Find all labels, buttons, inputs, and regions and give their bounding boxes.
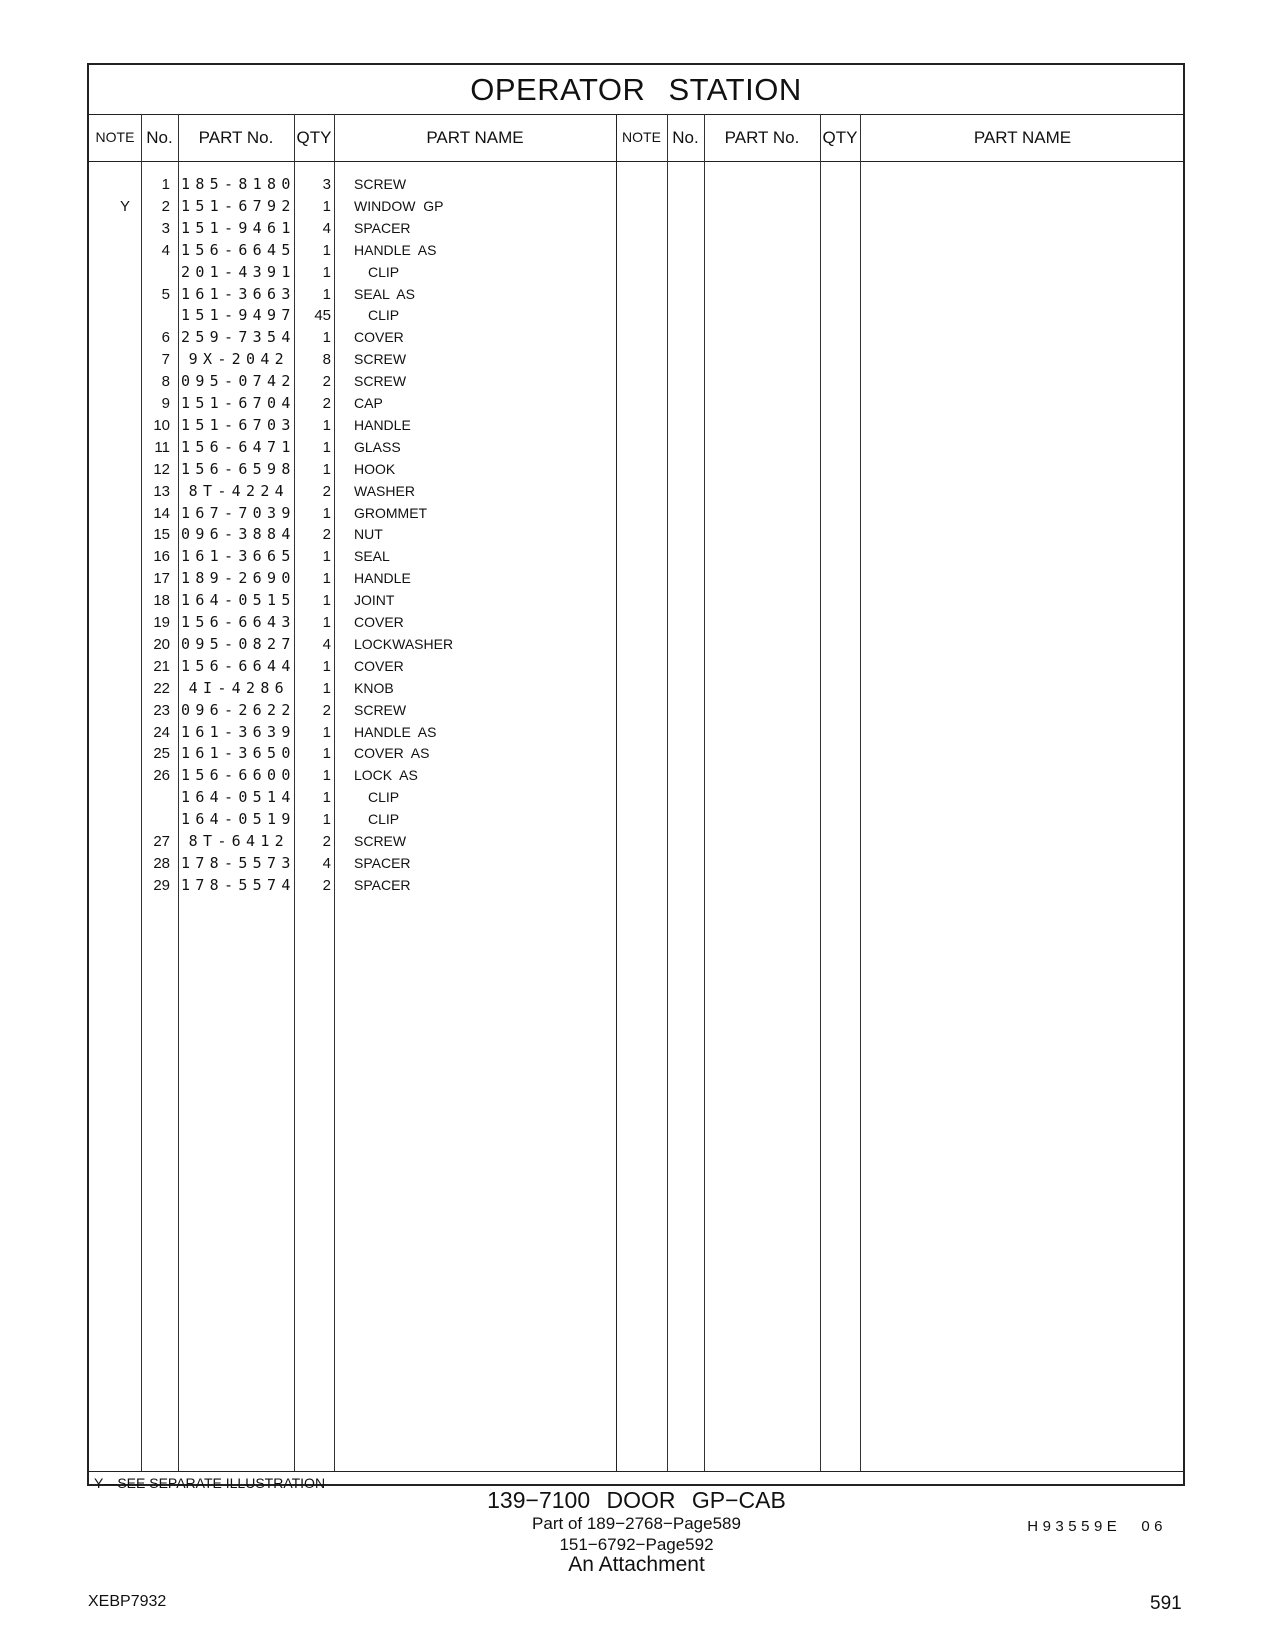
row-number: 28 (153, 854, 170, 872)
row-part-name: KNOB (354, 679, 394, 696)
row-part-name: WASHER (354, 482, 415, 499)
row-quantity: 1 (322, 329, 331, 347)
row-part-number: 096-2622 (181, 700, 296, 719)
row-quantity: 4 (322, 854, 331, 872)
row-number: 11 (154, 438, 170, 456)
row-quantity: 1 (322, 657, 331, 675)
table-row (89, 414, 1183, 437)
row-number: 25 (153, 745, 170, 763)
row-quantity: 1 (322, 416, 331, 434)
illustration-code-id: H93559E (1027, 1518, 1122, 1535)
row-part-number: 161-3665 (181, 547, 296, 566)
table-row (89, 545, 1183, 568)
row-part-number: 161-3639 (181, 722, 296, 741)
row-number: 12 (153, 460, 170, 478)
table-row (89, 633, 1183, 656)
row-part-number: 156-6643 (181, 613, 296, 631)
row-part-name: LOCK AS (354, 767, 418, 784)
row-part-name: HANDLE (354, 416, 411, 433)
row-part-name: HANDLE (354, 570, 411, 587)
row-part-name: COVER AS (354, 745, 430, 762)
row-part-number: 9X-2042 (188, 350, 289, 369)
row-part-name: SEAL (354, 548, 390, 565)
row-quantity: 1 (322, 723, 331, 741)
row-quantity: 1 (322, 548, 331, 566)
row-note: Y (119, 197, 130, 215)
row-number: 27 (153, 833, 170, 850)
row-part-number: 164-0514 (181, 788, 296, 807)
row-part-number: 185-8180 (181, 175, 296, 193)
row-quantity: 1 (322, 197, 331, 215)
row-part-name: SEAL AS (354, 285, 415, 302)
row-number: 8 (161, 373, 170, 391)
row-part-name: COVER (354, 329, 404, 346)
illustration-revision: 06 (1141, 1518, 1167, 1535)
table-bottom-rule (89, 1471, 1183, 1472)
row-quantity: 45 (314, 307, 331, 325)
row-part-name: WINDOW GP (354, 197, 444, 214)
table-row (89, 786, 1183, 809)
row-part-number: 095-0827 (181, 634, 296, 653)
row-quantity: 1 (322, 767, 331, 785)
row-quantity: 2 (322, 833, 331, 850)
row-quantity: 1 (322, 679, 331, 697)
row-part-name: SCREW (354, 701, 407, 718)
row-number: 22 (153, 679, 170, 697)
row-part-number: 156-6645 (181, 240, 296, 259)
table-row (89, 742, 1183, 765)
header-part-no-right: PART No. (724, 128, 800, 147)
row-number: 10 (153, 416, 170, 434)
row-part-name: GLASS (354, 438, 401, 455)
table-row (89, 523, 1183, 546)
table-row (89, 480, 1183, 503)
row-number: 24 (153, 723, 170, 741)
table-row (89, 655, 1183, 678)
row-quantity: 2 (322, 395, 331, 412)
row-number: 2 (161, 197, 170, 215)
row-part-name: SPACER (354, 854, 411, 871)
row-part-number: 189-2690 (181, 569, 296, 588)
table-row (89, 239, 1183, 262)
row-part-number: 156-6471 (181, 437, 296, 456)
row-part-name: LOCKWASHER (354, 635, 454, 652)
row-quantity: 1 (322, 789, 331, 807)
row-quantity: 2 (322, 482, 331, 500)
header-qty: QTY (296, 128, 332, 147)
table-row (89, 195, 1183, 218)
row-part-name: SPACER (354, 876, 411, 893)
row-part-name: SCREW (354, 373, 407, 390)
caption-part-of: Part of 189−2768−Page589 (532, 1514, 741, 1533)
footnote: Y—SEE SEPARATE ILLUSTRATION (94, 1475, 326, 1491)
row-part-name: SCREW (354, 351, 407, 368)
row-number: 4 (161, 241, 170, 259)
row-number: 15 (153, 526, 170, 544)
row-part-number: 151-6792 (181, 196, 296, 215)
caption-attachment: An Attachment (568, 1553, 705, 1576)
table-row (89, 392, 1183, 415)
row-part-name: COVER (354, 657, 404, 674)
table-row (89, 502, 1183, 525)
row-part-name: NUT (354, 526, 383, 543)
row-part-name: COVER (354, 614, 404, 630)
header-note: NOTE (95, 129, 135, 145)
caption-title: 139−7100 DOOR GP−CAB (487, 1487, 786, 1513)
row-number: 20 (153, 635, 170, 653)
row-part-name: JOINT (354, 592, 395, 609)
row-part-name: SPACER (354, 219, 411, 236)
row-quantity: 2 (322, 876, 331, 894)
page-title: OPERATOR STATION (89, 65, 1183, 115)
row-part-number: 151-9497 (181, 306, 296, 325)
row-part-number: 161-3663 (181, 284, 296, 303)
row-number: 23 (153, 701, 170, 719)
row-part-number: 164-0519 (181, 810, 296, 829)
table-row (89, 699, 1183, 722)
row-quantity: 1 (322, 745, 331, 763)
table-row (89, 173, 1183, 196)
row-quantity: 1 (322, 285, 331, 303)
row-part-number: 8T-6412 (188, 832, 289, 850)
row-quantity: 8 (322, 351, 331, 369)
row-part-number: 164-0515 (181, 591, 296, 610)
row-part-number: 8T-4224 (188, 481, 289, 500)
row-part-name: HANDLE AS (354, 241, 437, 258)
table-row (89, 852, 1183, 875)
table-row (89, 326, 1183, 349)
table-row (89, 677, 1183, 700)
row-part-number: 156-6600 (181, 766, 296, 785)
row-part-number: 156-6598 (181, 459, 296, 478)
row-part-number: 178-5573 (181, 853, 296, 872)
table-row (89, 764, 1183, 787)
row-part-name: GROMMET (354, 504, 428, 521)
row-number: 3 (161, 219, 170, 237)
table-row (89, 283, 1183, 306)
row-quantity: 1 (322, 241, 331, 259)
table-row (89, 217, 1183, 240)
row-quantity: 1 (322, 592, 331, 610)
row-number: 1 (161, 176, 170, 193)
row-number: 6 (161, 329, 170, 347)
table-row (89, 304, 1183, 327)
row-quantity: 2 (322, 373, 331, 391)
row-part-number: 151-6704 (181, 394, 296, 412)
table-row (89, 874, 1183, 897)
row-number: 21 (153, 657, 170, 675)
row-quantity: 1 (322, 614, 331, 631)
row-number: 14 (153, 504, 170, 522)
table-row (89, 436, 1183, 459)
row-part-number: 151-9461 (181, 218, 296, 237)
row-part-number: 161-3650 (181, 744, 296, 763)
row-part-name: CLIP (368, 811, 400, 828)
header-part-no: PART No. (198, 128, 274, 147)
row-number: 19 (153, 614, 170, 631)
row-quantity: 1 (322, 504, 331, 522)
row-number: 9 (161, 395, 170, 412)
row-quantity: 1 (322, 570, 331, 588)
table-row (89, 611, 1183, 634)
row-part-name: SCREW (354, 833, 407, 849)
table-row (89, 808, 1183, 831)
caption-reference: 151−6792−Page592 (559, 1535, 714, 1554)
header-note-right: NOTE (622, 129, 661, 145)
row-number: 26 (153, 767, 170, 785)
header-part-name: PART NAME (426, 128, 524, 147)
header-part-name-right: PART NAME (973, 128, 1072, 147)
row-part-number: 178-5574 (181, 875, 296, 894)
header-no-right: No. (672, 128, 699, 147)
row-quantity: 1 (322, 263, 331, 281)
row-part-name: HOOK (354, 460, 396, 477)
row-quantity: 4 (322, 219, 331, 237)
row-quantity: 3 (322, 176, 331, 193)
row-number: 7 (161, 351, 170, 369)
table-row (89, 458, 1183, 481)
table-row (89, 589, 1183, 612)
row-part-number: 4I-4286 (188, 678, 289, 697)
table-header (89, 114, 1183, 162)
row-part-number: 259-7354 (181, 328, 296, 347)
row-part-number: 095-0742 (181, 372, 296, 391)
row-part-number: 096-3884 (181, 525, 296, 544)
row-part-name: CLIP (368, 789, 400, 806)
row-part-number: 156-6644 (181, 656, 296, 675)
table-row (89, 721, 1183, 744)
table-row (89, 370, 1183, 393)
table-row (89, 348, 1183, 371)
row-part-name: HANDLE AS (354, 723, 437, 740)
row-number: 16 (153, 548, 170, 566)
header-qty-right: QTY (822, 128, 858, 147)
row-number: 5 (161, 285, 170, 303)
row-part-name: CAP (354, 395, 383, 411)
row-quantity: 1 (322, 460, 331, 478)
row-quantity: 2 (322, 526, 331, 544)
header-no: No. (146, 128, 173, 147)
row-number: 29 (153, 876, 170, 894)
row-part-name: CLIP (368, 307, 400, 324)
row-part-number: 167-7039 (181, 503, 296, 522)
row-number: 17 (153, 570, 170, 588)
row-number: 18 (153, 592, 170, 610)
row-part-number: 151-6703 (181, 415, 296, 434)
row-part-name: SCREW (354, 176, 407, 192)
row-quantity: 1 (322, 811, 331, 829)
row-part-number: 201-4391 (181, 262, 296, 281)
document-id: XEBP7932 (88, 1593, 167, 1610)
page-number: 591 (1150, 1593, 1182, 1614)
row-part-name: CLIP (368, 263, 400, 280)
row-quantity: 2 (322, 701, 331, 719)
table-row (89, 830, 1183, 853)
row-number: 13 (153, 482, 170, 500)
table-row (89, 261, 1183, 284)
table-row (89, 567, 1183, 590)
row-quantity: 4 (322, 635, 331, 653)
row-quantity: 1 (322, 438, 331, 456)
